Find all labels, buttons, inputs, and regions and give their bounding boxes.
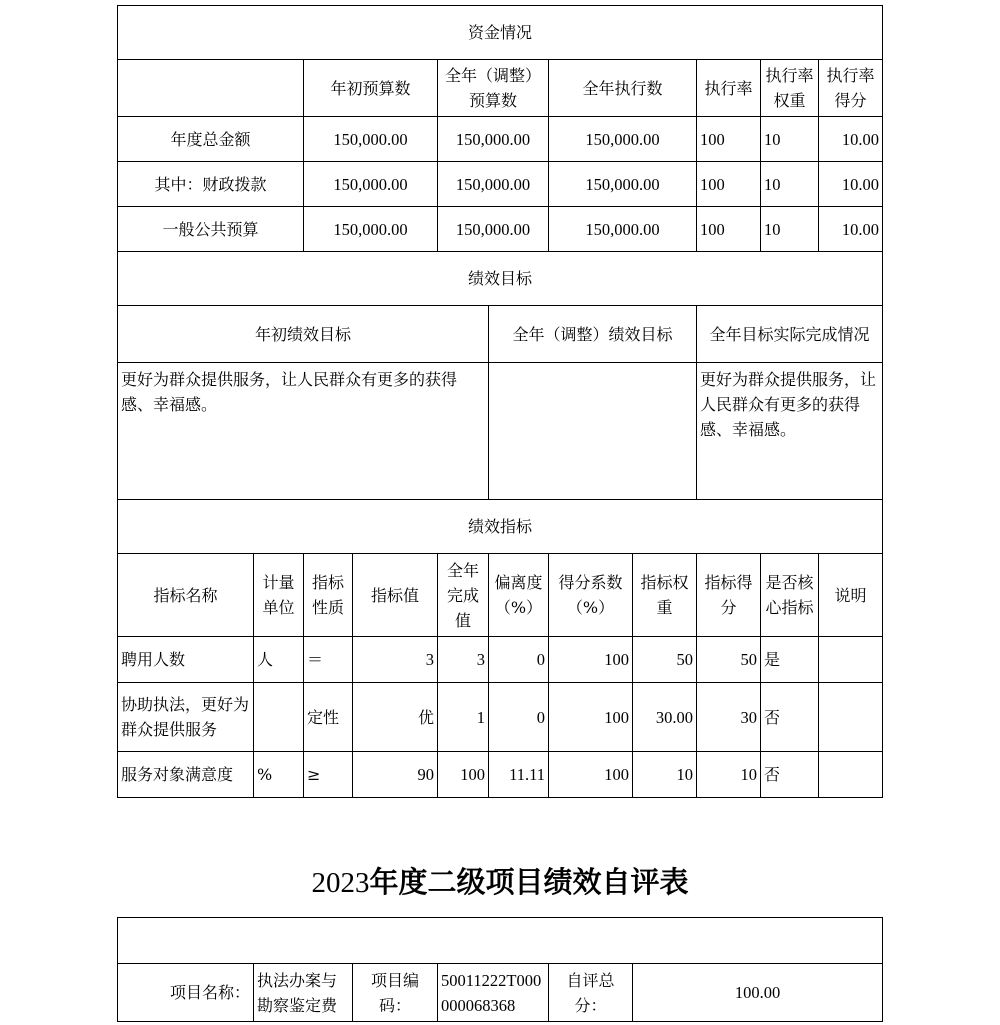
indicator-deviation: 0 [489, 637, 549, 683]
project-code-label: 项目编码： [353, 964, 438, 1022]
project-code-value: 50011222T000000068368 [438, 964, 549, 1022]
indicator-name: 协助执法，更好为群众提供服务 [118, 683, 254, 752]
indicator-score: 50 [697, 637, 761, 683]
indicator-core: 是 [761, 637, 819, 683]
indicator-nature: 定性 [304, 683, 353, 752]
indicator-name: 聘用人数 [118, 637, 254, 683]
indicator-done: 3 [438, 637, 489, 683]
funds-header-score: 执行率得分 [819, 60, 883, 117]
indicator-header-coef: 得分系数（%） [549, 554, 633, 637]
project-name-label: 项目名称： [118, 964, 254, 1022]
indicator-target: 3 [353, 637, 438, 683]
funds-row-rate: 100 [697, 162, 761, 207]
self-score-label: 自评总分： [549, 964, 633, 1022]
funds-row-adjusted: 150,000.00 [438, 117, 549, 162]
indicator-target: 90 [353, 752, 438, 798]
indicator-score: 30 [697, 683, 761, 752]
indicator-weight: 30.00 [633, 683, 697, 752]
title-text: 年度二级项目绩效自评表 [369, 865, 689, 899]
funds-row-label: 一般公共预算 [118, 207, 304, 252]
indicator-deviation: 11.11 [489, 752, 549, 798]
indicator-unit: 人 [254, 637, 304, 683]
indicator-coef: 100 [549, 637, 633, 683]
funds-row-rate: 100 [697, 207, 761, 252]
indicator-score: 10 [697, 752, 761, 798]
indicator-header-target: 指标值 [353, 554, 438, 637]
funds-row-initial: 150,000.00 [304, 207, 438, 252]
funds-row-score: 10.00 [819, 162, 883, 207]
indicator-header-core: 是否核心指标 [761, 554, 819, 637]
funds-row-executed: 150,000.00 [549, 207, 697, 252]
project-info-table [117, 917, 883, 1022]
funds-row-label: 其中：财政拨款 [118, 162, 304, 207]
funds-row-score: 10.00 [819, 117, 883, 162]
funds-row [118, 117, 883, 162]
indicator-unit [254, 683, 304, 752]
funds-row-adjusted: 150,000.00 [438, 162, 549, 207]
indicator-done: 100 [438, 752, 489, 798]
indicator-row [118, 637, 883, 683]
indicator-header-name: 指标名称 [118, 554, 254, 637]
indicator-target: 优 [353, 683, 438, 752]
self-score-value: 100.00 [633, 964, 883, 1022]
indicator-note [819, 683, 883, 752]
indicators-section-title: 绩效指标 [118, 500, 883, 554]
funds-row-label: 年度总金额 [118, 117, 304, 162]
indicator-header-done: 全年完成值 [438, 554, 489, 637]
goals-adjusted-text [489, 363, 697, 500]
goals-initial-text: 更好为群众提供服务，让人民群众有更多的获得感、幸福感。 [118, 363, 489, 500]
funds-header-rate: 执行率 [697, 60, 761, 117]
indicator-coef: 100 [549, 752, 633, 798]
goals-header-initial: 年初绩效目标 [118, 306, 489, 363]
funds-row [118, 162, 883, 207]
funds-section-title: 资金情况 [118, 6, 883, 60]
funds-row-weight: 10 [761, 162, 819, 207]
indicator-header-nature: 指标性质 [304, 554, 353, 637]
indicator-row [118, 752, 883, 798]
project-header-blank [118, 918, 883, 964]
indicator-coef: 100 [549, 683, 633, 752]
funds-row-adjusted: 150,000.00 [438, 207, 549, 252]
indicator-weight: 10 [633, 752, 697, 798]
indicator-weight: 50 [633, 637, 697, 683]
funds-row-rate: 100 [697, 117, 761, 162]
indicator-unit: % [254, 752, 304, 798]
funds-row-initial: 150,000.00 [304, 162, 438, 207]
funds-row-weight: 10 [761, 117, 819, 162]
indicator-header-note: 说明 [819, 554, 883, 637]
funds-header-weight: 执行率权重 [761, 60, 819, 117]
funds-row-initial: 150,000.00 [304, 117, 438, 162]
funds-row-weight: 10 [761, 207, 819, 252]
indicator-header-deviation: 偏离度（%） [489, 554, 549, 637]
indicator-nature: ≥ [304, 752, 353, 798]
goals-section-title: 绩效目标 [118, 252, 883, 306]
funds-row-executed: 150,000.00 [549, 162, 697, 207]
indicator-header-weight: 指标权重 [633, 554, 697, 637]
goals-header-actual: 全年目标实际完成情况 [697, 306, 883, 363]
performance-table [117, 5, 883, 798]
funds-row-executed: 150,000.00 [549, 117, 697, 162]
funds-row-score: 10.00 [819, 207, 883, 252]
funds-row [118, 207, 883, 252]
indicator-done: 1 [438, 683, 489, 752]
indicator-header-score: 指标得分 [697, 554, 761, 637]
goals-header-adjusted: 全年（调整）绩效目标 [489, 306, 697, 363]
indicator-name: 服务对象满意度 [118, 752, 254, 798]
goals-actual-text: 更好为群众提供服务，让人民群众有更多的获得感、幸福感。 [697, 363, 883, 500]
indicator-core: 否 [761, 752, 819, 798]
funds-header-blank [118, 60, 304, 117]
title-year: 2023 [311, 867, 370, 899]
indicator-note [819, 752, 883, 798]
project-name-value: 执法办案与勘察鉴定费 [254, 964, 353, 1022]
page-title [0, 862, 1000, 903]
indicator-row [118, 683, 883, 752]
funds-header-initial: 年初预算数 [304, 60, 438, 117]
funds-header-executed: 全年执行数 [549, 60, 697, 117]
indicator-nature: ＝ [304, 637, 353, 683]
indicator-deviation: 0 [489, 683, 549, 752]
indicator-header-unit: 计量单位 [254, 554, 304, 637]
indicator-core: 否 [761, 683, 819, 752]
indicator-note [819, 637, 883, 683]
funds-header-adjusted: 全年（调整）预算数 [438, 60, 549, 117]
